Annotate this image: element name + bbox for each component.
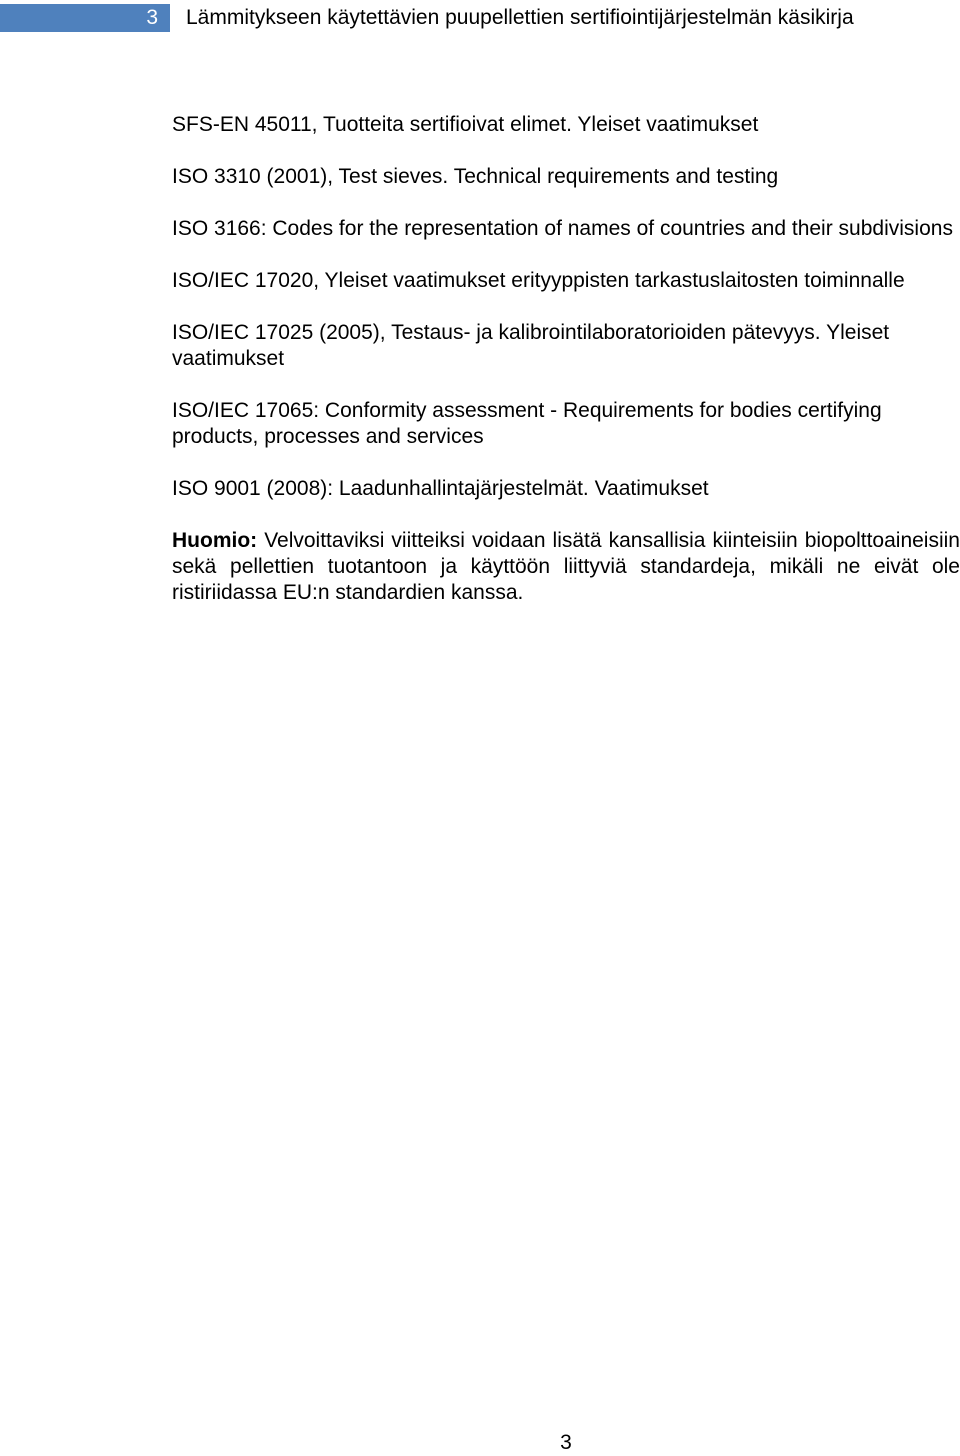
reference-item: ISO 9001 (2008): Laadunhallintajärjestelmät. Vaatimukset [172, 477, 709, 500]
reference-item: ISO/IEC 17025 (2005), Testaus- ja kalibrointilaboratorioiden pätevyys. Yleiset vaatimukset [172, 321, 890, 370]
reference-item: ISO/IEC 17065: Conformity assessment - Requirements for bodies certifying products, processes and services [172, 399, 882, 448]
reference-item: ISO 3310 (2001), Test sieves. Technical requirements and testing [172, 165, 779, 188]
reference-item: ISO 3166: Codes for the representation of names of countries and their subdivisions [172, 217, 953, 240]
chapter-number: 3 [146, 6, 158, 29]
chapter-badge [0, 4, 170, 32]
reference-list [172, 112, 960, 606]
note-label: Huomio: [172, 529, 258, 552]
reference-item: ISO/IEC 17020, Yleiset vaatimukset erityyppisten tarkastuslaitosten toiminnalle [172, 269, 905, 292]
page-header [0, 4, 960, 32]
reference-item: SFS-EN 45011, Tuotteita sertifioivat elimet. Yleiset vaatimukset [172, 113, 759, 136]
document-title: Lämmitykseen käytettävien puupellettien sertifiointijärjestelmän käsikirja [186, 6, 854, 29]
page-number: 3 [560, 1431, 572, 1454]
note-text: Velvoittaviksi viitteiksi voidaan lisätä kansallisia kiinteisiin biopolttoaineisiin sekä pellettien tuotantoon ja käyttöön liittyviä standardeja, mikäli ne eivät ole ristiriidassa EU:n standardien kanssa. [172, 529, 960, 604]
note-paragraph [172, 528, 960, 606]
